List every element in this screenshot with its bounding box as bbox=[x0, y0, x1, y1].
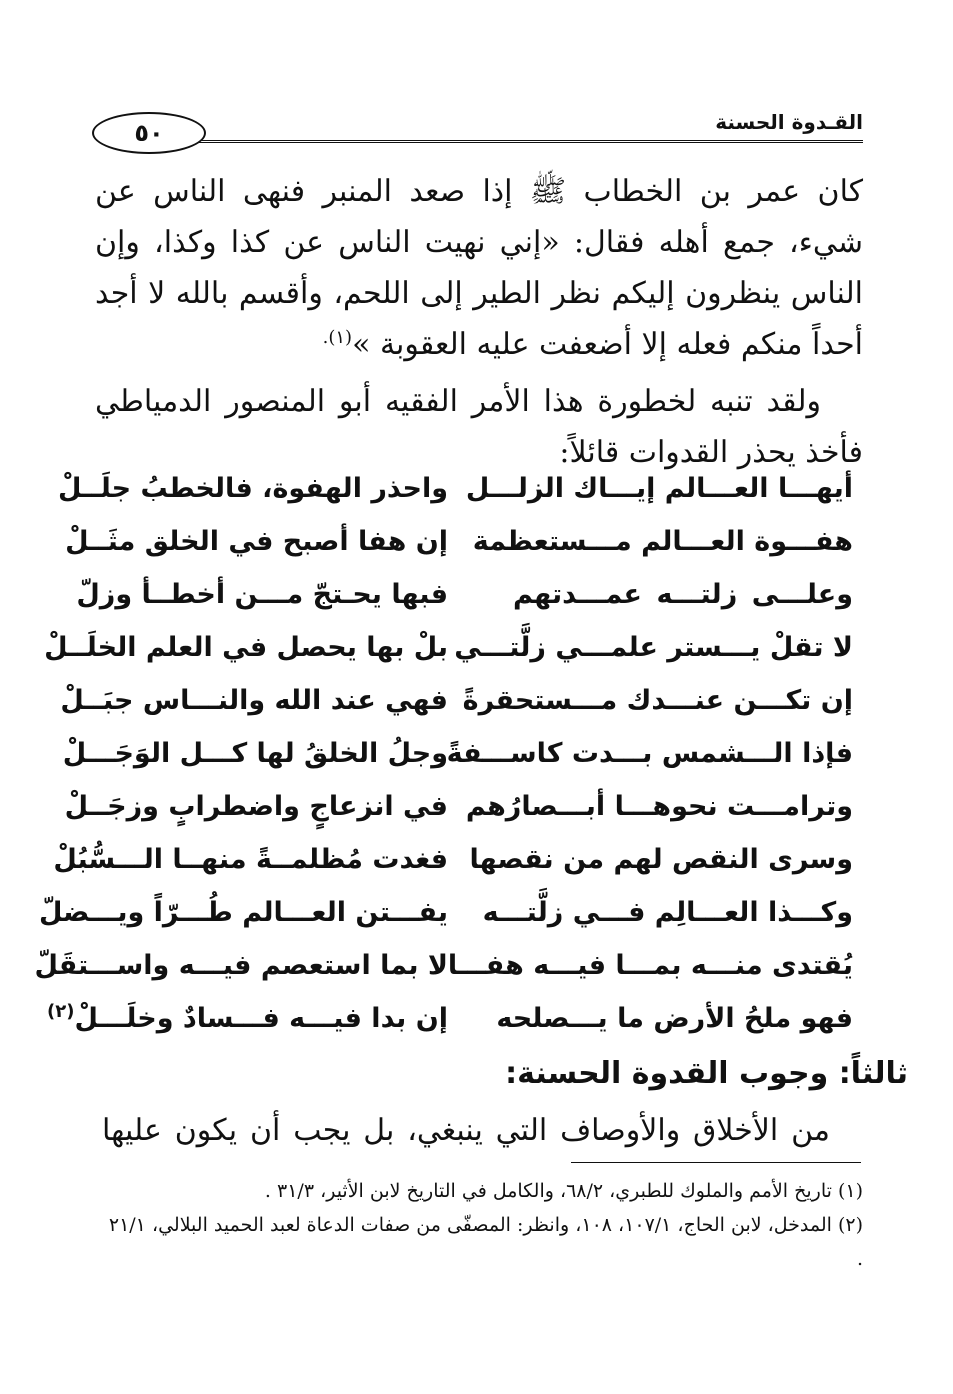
verse-second-hemistich bbox=[47, 992, 448, 1045]
footnote-ref-1: (١). bbox=[322, 327, 353, 348]
verse-second-hemistich: يفـــتن العـــالم طُـــرّاً ويـــضلّ bbox=[38, 897, 448, 928]
body-text bbox=[95, 166, 863, 484]
paragraph-2: ولقد تنبه لخطورة هذا الأمر الفقيه أبو المنصور الدمياطي فأخذ يحذر القدوات قائلاً: bbox=[95, 384, 863, 470]
paragraph-3: من الأخلاق والأوصاف التي ينبغي، بل يجب أن يكون عليها bbox=[102, 1113, 830, 1148]
verse-line bbox=[76, 568, 863, 621]
verse-second-hemistich: إن هفا أصبح في الخلق مثَــلْ bbox=[65, 526, 448, 557]
page-header bbox=[92, 96, 863, 160]
verse-second-hemistich: وجلُ الخلقُ لها كـــل الوَجَـــلْ bbox=[62, 738, 448, 769]
verse-first-hemistich: فإذا الـــشمس بـــدت كاســـفةً bbox=[446, 738, 853, 769]
footnote-2: (٢) المدخل، لابن الحاج، ١٠٧/١، ١٠٨، وانظر: المصفّى من صفات الدعاة لعبد الحميد البلالي، ٢١/١ . bbox=[108, 1214, 863, 1270]
verse-first-hemistich: إن تكـــن عنـــدك مـــستحقرةً bbox=[462, 685, 853, 716]
page-number: ٥٠ bbox=[92, 112, 206, 154]
verse-line bbox=[62, 727, 863, 780]
verse-line bbox=[44, 621, 863, 674]
verse-second-hemistich: لا بما استعصم فيـــه واســـتقَلّ bbox=[34, 950, 448, 981]
verse-second-hemistich: فبها يحـتجّ مـــن أخطــأ وزلّ bbox=[76, 579, 448, 610]
section-heading: ثالثاً: وجوب القدوة الحسنة: bbox=[505, 1056, 908, 1091]
verse-line bbox=[58, 462, 863, 515]
verse-first-hemistich: وسرى النقص لهم من نقصها bbox=[469, 844, 853, 875]
verse-second-hemistich: بلْ بها يحصل في العلم الخلَــلْ bbox=[44, 632, 448, 663]
verse-first-hemistich: لا تقلْ يـــستر علمـــي زلَّتـــي bbox=[454, 632, 853, 663]
verse-second-hemistich: في انزعاجٍ واضطرابٍ وزجَــلْ bbox=[64, 791, 448, 822]
verse-first-hemistich: فهو ملحُ الأرض ما يـــصلحه bbox=[496, 1003, 853, 1034]
verse-line bbox=[65, 515, 863, 568]
paragraph-1 bbox=[95, 166, 863, 370]
verse-second-hemistich-text: إن بدا فيـــه فـــسادٌ وخلَـــلْ bbox=[74, 1003, 448, 1034]
footnote-ref-2: (٢) bbox=[47, 1001, 75, 1022]
verse-first-hemistich: وترامـــت نحوهـــا أبـــصارُهم bbox=[465, 791, 853, 822]
verse-first-hemistich: يُقتدى منـــه بمـــا فيـــه هفـــا bbox=[447, 950, 853, 981]
verse-first-hemistich: أيهـــا العـــالم إيـــاك الزلـــل bbox=[465, 473, 853, 504]
verse-first-hemistich: وعلـــى زلتـــه عمـــدتهم bbox=[513, 579, 853, 610]
footnotes bbox=[100, 1174, 863, 1276]
verse-line bbox=[53, 833, 863, 886]
header-rule bbox=[152, 140, 863, 143]
footnote-1: (١) تاريخ الأمم والملوك للطبري، ٦٨/٢، والكامل في التاريخ لابن الأثير، ٣١/٣ . bbox=[264, 1180, 863, 1202]
verse-line bbox=[38, 886, 863, 939]
verse-second-hemistich: فغدت مُظلمــةً منهــا الـــسُّبُلْ bbox=[53, 844, 448, 875]
paragraph-1-text: كان عمر بن الخطاب ﷺ إذا صعد المنبر فنهى الناس عن شيء، جمع أهله فقال: «إني نهيت الناس عن كذا وكذا، وإن الناس ينظرون إليكم نظر الطير إلى اللحم، وأقسم بالله لا أجد أحداً منكم فعله إلا أضعفت عليه العقوبة » bbox=[95, 174, 863, 362]
verse-line bbox=[47, 992, 863, 1045]
verse-line bbox=[60, 674, 863, 727]
verse-second-hemistich: فهي عند الله والنـــاس جبَــلْ bbox=[60, 685, 448, 716]
running-title: القـدوة الحسنة bbox=[715, 110, 863, 134]
verse-first-hemistich: هفـــوة العـــالم مـــستعظمة bbox=[472, 526, 853, 557]
verse-line bbox=[64, 780, 863, 833]
verse-second-hemistich: واحذر الهفوة، فالخطبُ جلَــلْ bbox=[58, 473, 448, 504]
footnote-rule bbox=[571, 1162, 861, 1163]
poem bbox=[34, 462, 863, 1045]
verse-line bbox=[34, 939, 863, 992]
verse-first-hemistich: وكـــذا العـــالِم فـــي زلَّتـــه bbox=[482, 897, 853, 928]
